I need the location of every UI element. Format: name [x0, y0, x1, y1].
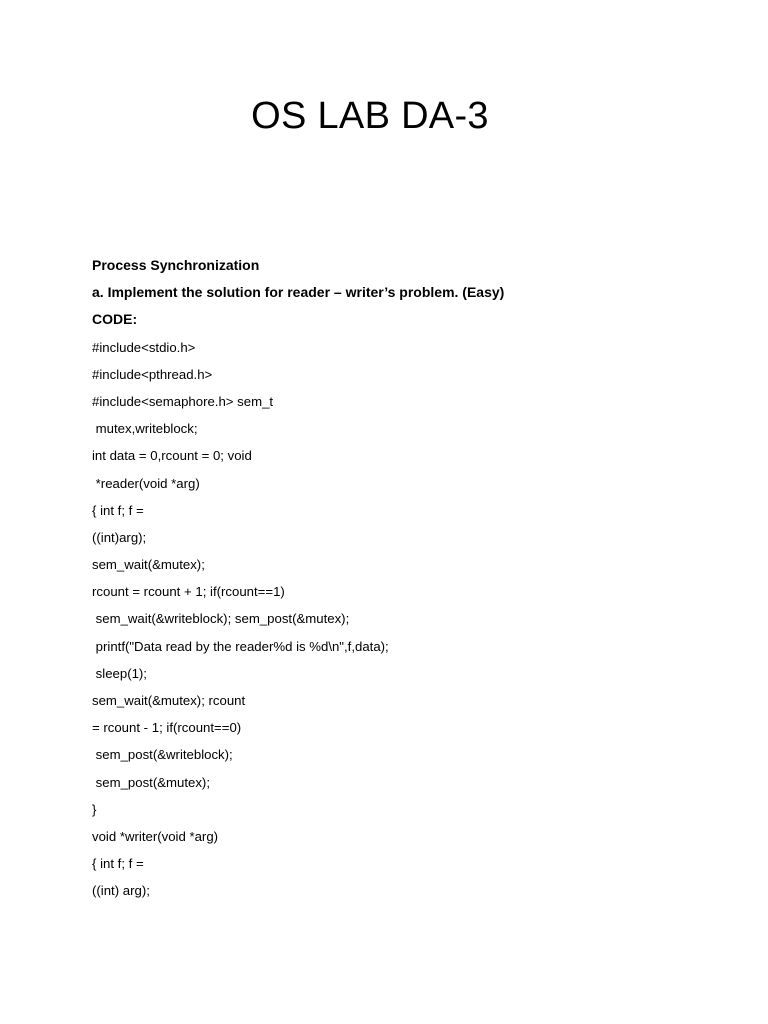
question-text: a. Implement the solution for reader – writer’s problem. (Easy)	[92, 284, 505, 301]
code-line: = rcount - 1; if(rcount==0)	[92, 720, 242, 736]
code-line: #include<pthread.h>	[92, 366, 213, 382]
code-line: ((int) arg);	[92, 883, 150, 899]
code-line: sem_wait(&mutex);	[92, 557, 205, 573]
code-line: sem_wait(&mutex); rcount	[92, 693, 246, 708]
code-line: void *writer(void *arg)	[92, 828, 219, 844]
code-label: CODE:	[92, 311, 138, 328]
code-line: { int f; f =	[92, 856, 144, 872]
code-line: sleep(1);	[92, 665, 147, 681]
code-line: #include<semaphore.h> sem_t	[92, 393, 274, 409]
section-heading: Process Synchronization	[92, 257, 260, 273]
code-line: *reader(void *arg)	[92, 475, 200, 491]
code-line: sem_post(&mutex);	[92, 774, 210, 790]
code-line: int data = 0,rcount = 0; void	[92, 448, 252, 464]
code-line: #include<stdio.h>	[92, 339, 196, 355]
code-line: mutex,writeblock;	[92, 421, 198, 437]
document-title: OS LAB DA-3	[251, 95, 489, 137]
code-line: sem_wait(&writeblock); sem_post(&mutex);	[92, 611, 350, 627]
code-line: { int f; f =	[92, 502, 144, 518]
code-line: ((int)arg);	[92, 529, 147, 545]
code-line: }	[92, 801, 97, 817]
code-line: sem_post(&writeblock);	[92, 747, 233, 763]
document-body	[92, 252, 692, 905]
code-line: printf("Data read by the reader%d is %d\n",f,data);	[92, 638, 389, 654]
code-line: rcount = rcount + 1; if(rcount==1)	[92, 584, 285, 600]
